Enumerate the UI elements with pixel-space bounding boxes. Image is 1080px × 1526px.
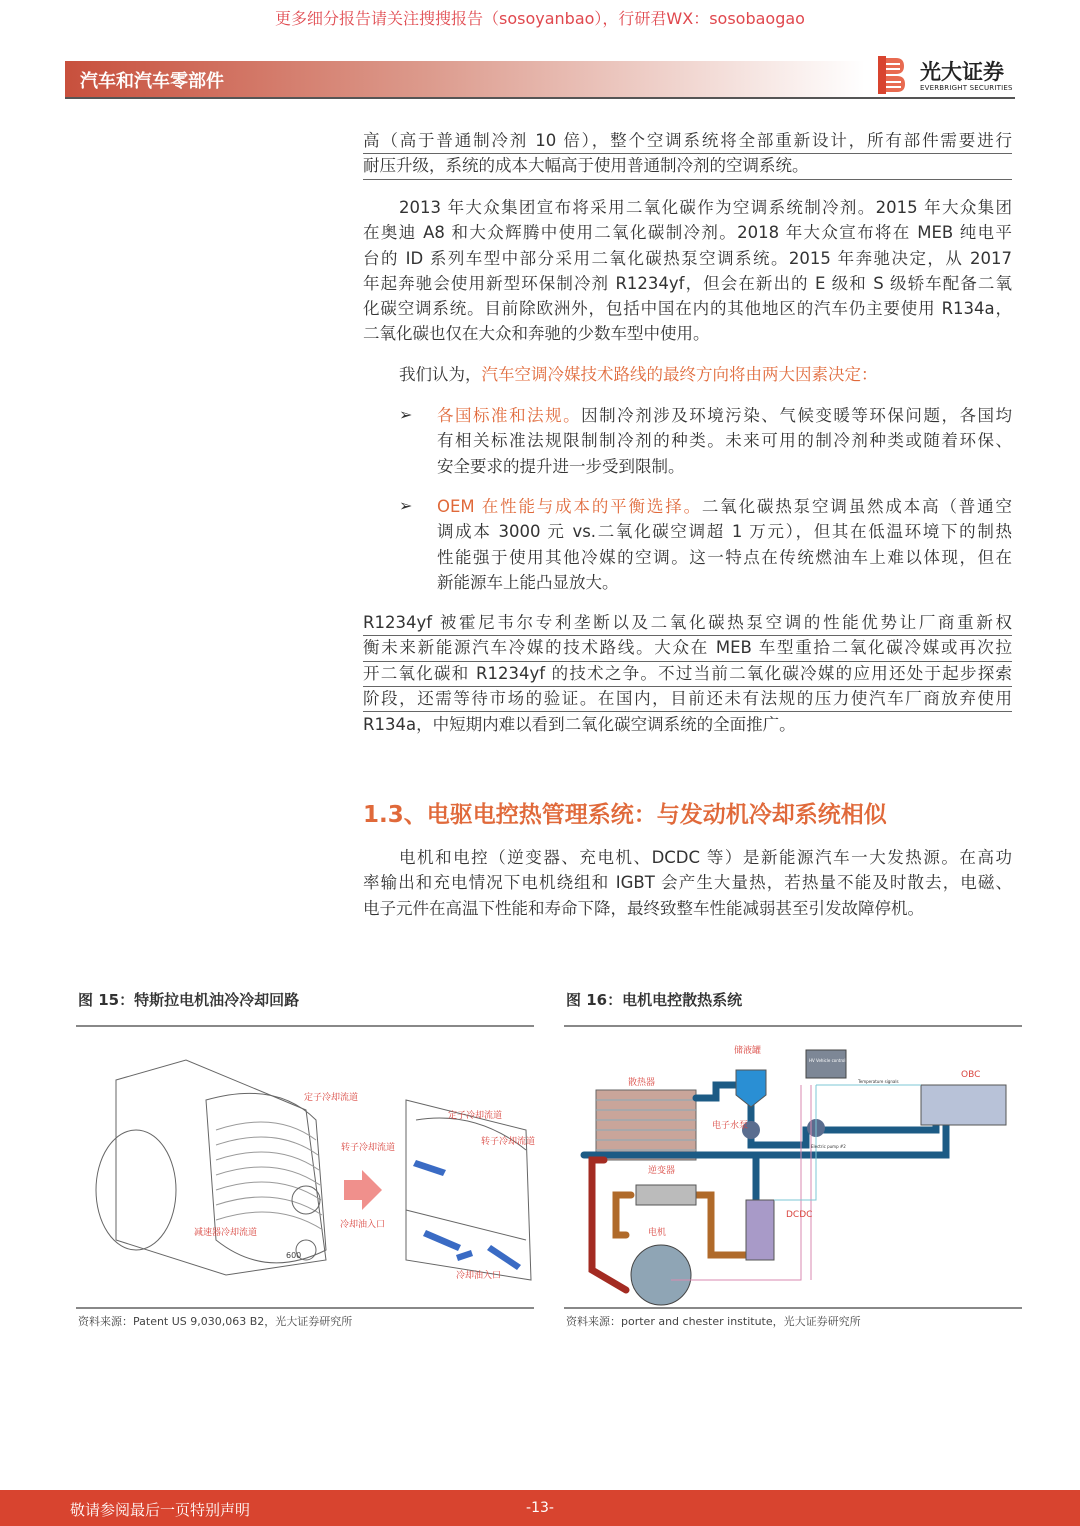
text-segment: 安全要求的提升进一步受到限制。	[437, 456, 685, 476]
figure-15-label: 转子冷却流道	[341, 1143, 396, 1153]
figure-16-label: 电子水泵	[712, 1121, 749, 1131]
section-heading: 1.3、电驱电控热管理系统：与发动机冷却系统相似	[363, 802, 887, 828]
figure-16-label: HV Vehicle control module	[809, 1058, 862, 1063]
text-line	[363, 896, 1012, 921]
logo-mark-icon	[878, 56, 906, 94]
header-divider	[65, 97, 1015, 99]
text-line	[437, 519, 1012, 544]
figure-15-source: 资料来源：Patent US 9,030,063 B2，光大证券研究所	[78, 1315, 353, 1328]
figure-16-label: DCDC	[786, 1210, 813, 1220]
text-line	[363, 129, 1012, 154]
text-segment: 衡未来新能源汽车冷媒的技术路线。大众在 MEB 车型重拾二氧化碳冷媒或再次拉	[363, 638, 1012, 658]
text-line	[363, 845, 1012, 870]
text-segment: 二氧化碳热泵空调虽然成本高（普通空	[701, 497, 1012, 516]
figure-15-label: 冷却油入口	[340, 1220, 386, 1230]
logo-text-cn: 光大证券	[920, 60, 1004, 84]
figure-15-label: 定子冷却流道	[448, 1111, 503, 1121]
text-segment: 年起奔驰会使用新型环保制冷剂 R1234yf，但会在新出的 E 级和 S 级轿车配备二氧	[363, 273, 1012, 293]
figure-16-label: Electric pump #2	[811, 1144, 846, 1149]
text-segment: 电子元件在高温下性能和寿命下降，最终致整车性能减弱甚至引发故障停机。	[363, 898, 924, 918]
everbright-logo	[878, 56, 1018, 96]
text-line	[363, 636, 1012, 661]
text-segment: 台的 ID 系列车型中部分采用二氧化碳热泵空调系统。2015 年奔驰决定，从 2017	[363, 248, 1012, 268]
text-segment: 化碳空调系统。目前除欧洲外，包括中国在内的其他地区的汽车仍主要使用 R134a，	[363, 299, 1012, 319]
text-segment: 调成本 3000 元 vs.二氧化碳空调超 1 万元），但其在低温环境下的制热	[437, 522, 1012, 542]
figure-16-label: Temperature signals	[858, 1079, 899, 1084]
figure-15-label: 600	[286, 1251, 302, 1260]
bullet-oem-balance	[437, 494, 1012, 595]
figure-16-label: 散热器	[628, 1078, 656, 1088]
section-title: 汽车和汽车零部件	[80, 71, 224, 92]
text-segment: 在奥迪 A8 和大众辉腾中使用二氧化碳制冷剂。2018 年大众宣布将在 MEB 纯电平	[363, 223, 1012, 243]
figure-16-motor-controller-cooling	[566, 1035, 1022, 1307]
text-line	[363, 271, 1012, 296]
figure-16-source: 资料来源：porter and chester institute，光大证券研究所	[566, 1315, 861, 1328]
text-segment: 阶段，还需等待市场的验证。在国内，目前还未有法规的压力使汽车厂商放弃使用	[363, 688, 1012, 708]
text-line	[437, 494, 1012, 519]
figure-16-caption: 图 16：电机电控散热系统	[566, 991, 743, 1009]
paragraph-refrigerant-cost	[363, 129, 1012, 180]
figure-16-label: 逆变器	[648, 1166, 676, 1176]
figure-16-bottom-rule	[564, 1307, 1022, 1309]
text-segment: 电机和电控（逆变器、充电机、DCDC 等）是新能源汽车一大发热源。在高功	[399, 848, 1012, 867]
text-segment: R134a，中短期内难以看到二氧化碳空调系统的全面推广。	[363, 715, 796, 735]
figure-15-top-rule	[76, 1025, 534, 1027]
text-line	[363, 611, 1012, 636]
highlighted-text: OEM 在性能与成本的平衡选择。	[437, 497, 702, 516]
paragraph-motor-heat	[363, 845, 1012, 921]
text-line	[363, 154, 1012, 179]
text-segment: 二氧化碳也仅在大众和奔驰的少数车型中使用。	[363, 324, 710, 344]
figure-15-label: 定子冷却流道	[304, 1093, 359, 1103]
text-line	[363, 246, 1012, 271]
text-line	[363, 220, 1012, 245]
footer-disclaimer: 敬请参阅最后一页特别声明	[70, 1501, 251, 1519]
text-segment: 2013 年大众集团宣布将采用二氧化碳作为空调系统制冷剂。2015 年大众集团	[399, 198, 1012, 217]
text-line	[363, 870, 1012, 895]
paragraph-r1234yf	[363, 611, 1012, 737]
text-segment: 有相关标准法规限制制冷剂的种类。未来可用的制冷剂种类或随着环保、	[437, 431, 1012, 451]
text-line	[437, 428, 1012, 453]
paragraph-vw-co2	[363, 195, 1012, 347]
logo-text-en: EVERBRIGHT SECURITIES	[920, 84, 1013, 92]
text-line	[437, 403, 1012, 428]
text-segment: 高（高于普通制冷剂 10 倍），整个空调系统将全部重新设计，所有部件需要进行	[363, 131, 1012, 150]
text-segment: 因制冷剂涉及环境污染、气候变暖等环保问题，各国均	[581, 406, 1013, 425]
highlighted-text: 各国标准和法规。	[437, 406, 582, 425]
bullet-icon: ➢	[399, 496, 413, 515]
figure-15-tesla-motor-oil-cooling	[76, 1040, 536, 1302]
text-segment: 率输出和充电情况下电机绕组和 IGBT 会产生大量热，若热量不能及时散去，电磁、	[363, 873, 1012, 893]
footer-band	[0, 1490, 1080, 1526]
text-segment: 新能源车上能凸显放大。	[437, 572, 619, 592]
figure-15-bottom-rule	[76, 1307, 534, 1309]
text-line	[363, 296, 1012, 321]
text-line	[437, 454, 1012, 479]
text-line	[363, 662, 1012, 687]
figure-15-label: 减速器冷却流道	[194, 1228, 258, 1238]
bullet-standards	[437, 403, 1012, 479]
watermark-banner: 更多细分报告请关注搜搜报告（sosoyanbao），行研君WX：sosobaogao	[275, 9, 805, 28]
text-line	[437, 570, 1012, 595]
text-segment: 我们认为，	[399, 365, 482, 384]
text-line	[363, 321, 1012, 346]
figure-16-label: OBC	[961, 1070, 981, 1080]
figure-15-label: 冷却油入口	[456, 1271, 502, 1281]
text-segment: R1234yf 被霍尼韦尔专利垄断以及二氧化碳热泵空调的性能优势让厂商重新权	[363, 613, 1012, 632]
figure-15-label: 转子冷却流道	[481, 1137, 536, 1147]
figure-15-caption: 图 15：特斯拉电机油冷冷却回路	[78, 991, 300, 1009]
figure-16-top-rule	[564, 1025, 1022, 1027]
figure-16-label: 储液罐	[734, 1046, 762, 1056]
text-line	[363, 362, 1012, 387]
paragraph-our-view	[363, 362, 1012, 387]
page-number: -13-	[526, 1500, 554, 1516]
text-segment: 开二氧化碳和 R1234yf 的技术之争。不过当前二氧化碳冷媒的应用还处于起步探索	[363, 663, 1012, 683]
text-segment: 耐压升级，系统的成本大幅高于使用普通制冷剂的空调系统。	[363, 156, 809, 176]
text-segment: 性能强于使用其他冷媒的空调。这一特点在传统燃油车上难以体现，但在	[437, 547, 1012, 567]
text-line	[363, 195, 1012, 220]
text-line	[437, 545, 1012, 570]
section-header-band	[65, 61, 865, 97]
text-line	[363, 712, 1012, 737]
text-line	[363, 687, 1012, 712]
highlighted-text: 汽车空调冷媒技术路线的最终方向将由两大因素决定：	[481, 365, 878, 384]
figure-16-label: 电机	[648, 1228, 667, 1238]
bullet-icon: ➢	[399, 405, 413, 424]
